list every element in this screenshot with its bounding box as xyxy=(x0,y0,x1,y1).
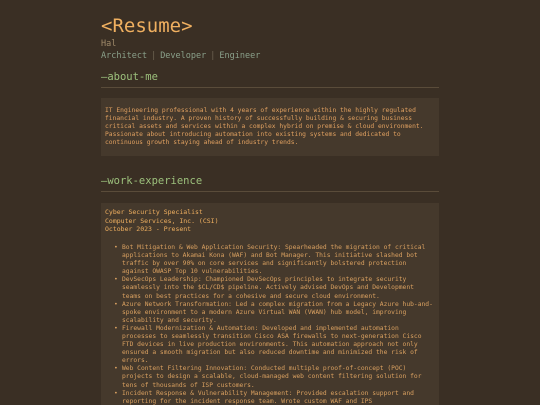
page-title: <Resume> xyxy=(101,15,193,37)
list-item xyxy=(114,324,433,365)
bullet-icon: • xyxy=(114,324,118,332)
bullet-icon: • xyxy=(114,389,118,397)
bullet-icon: • xyxy=(114,276,118,284)
list-item xyxy=(114,276,433,300)
about-text: IT Engineering professional with 4 years of experience within the highly regulated financial industry. A proven history of successfully building & securing business critical assets and services within a complex hybrid on premise & cloud environment. Passionate about introducing automation into existing systems and dedicated to continuous growth staying ahead of industry trends. xyxy=(101,98,439,156)
person-name: Hal xyxy=(101,39,117,49)
list-item xyxy=(114,243,433,276)
role-architect: Architect xyxy=(101,51,148,61)
bullet-icon: • xyxy=(114,300,118,308)
bullet-text: Incident Response & Vulnerability Management: Provided escalation support and reporting for the incident response team. Wrote custom WAF and IPS xyxy=(122,389,414,405)
bullet-text: Web Content Filtering Innovation: Conducted multiple proof-of-concept (POC) projects to design a scalable, cloud-managed web content filtering solution for tens of thousands of ISP customers. xyxy=(122,365,422,389)
job-company: Computer Services, Inc. (CSI) xyxy=(105,216,219,225)
job-title: Cyber Security Specialist xyxy=(105,208,203,217)
job-entry xyxy=(101,203,439,405)
bullet-icon: • xyxy=(114,243,118,251)
role-engineer: Engineer xyxy=(219,51,261,61)
list-item xyxy=(114,389,433,405)
role-developer: Developer xyxy=(160,51,207,61)
resume-page xyxy=(101,14,439,405)
job-bullets xyxy=(105,244,433,405)
job-dates: October 2023 - Present xyxy=(105,225,192,234)
bullet-text: Azure Network Transformation: Led a complex migration from a Legacy Azure hub-and-spoke environment to a modern Azure Virtual WAN (VWAN) hub model, improving scalability and security. xyxy=(122,300,433,324)
bullet-icon: • xyxy=(114,365,118,373)
bullet-text: Bot Mitigation & Web Application Security: Spearheaded the migration of critical applications to Akamai Kona (WAF) and Bot Manager. This initiative slashed bot traffic by over 90% on core services and significantly bolstered protection against OWASP Top 10 vulnerabilities. xyxy=(122,243,426,276)
bullet-text: DevSecOps Leadership: Championed DevSecOps principles to integrate security seamlessly into the $CL/CD$ pipeline. Actively advised DevOps and Development teams on best practices for a cohesive and secure cloud environment. xyxy=(122,276,414,300)
about-heading: —about-me xyxy=(101,70,439,88)
list-item xyxy=(114,300,433,325)
work-experience-heading: —work-experience xyxy=(101,174,439,192)
bullet-text: Firewall Modernization & Automation: Developed and implemented automation processes to seamlessly transition Cisco ASA firewalls to next-generation Cisco FTD devices in live production environments. This automation approach not only ensured a smooth migration but also reduced downtime and minimized the risk of errors. xyxy=(122,324,422,365)
role-separator: | xyxy=(151,51,157,61)
list-item xyxy=(114,365,433,389)
roles-line xyxy=(101,50,439,62)
role-separator: | xyxy=(210,51,216,61)
